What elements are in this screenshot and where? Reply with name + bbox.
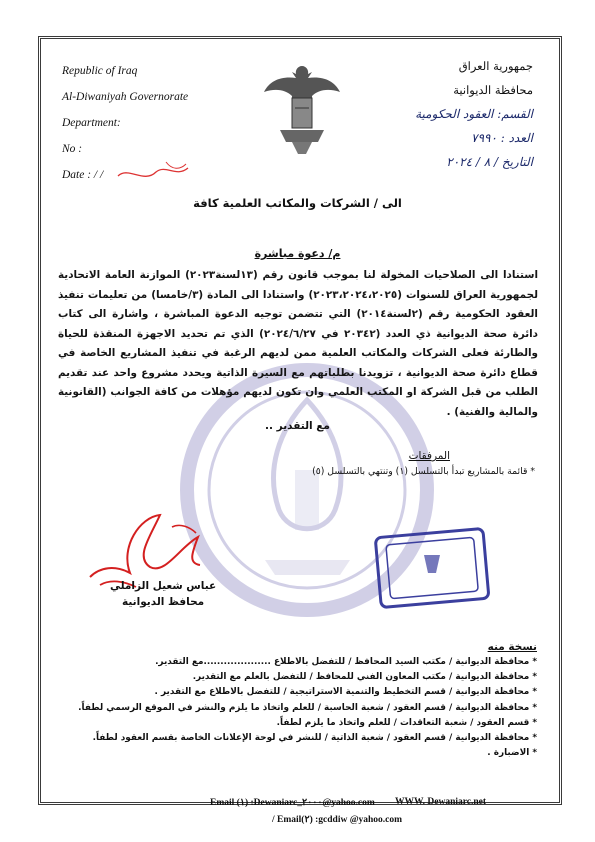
copy-item: * قسم العقود / شعبة التعاقدات / للعلم واتخاذ ما يلزم لطفاً. — [276, 717, 537, 728]
header-right-governorate: محافظة الديوانية — [453, 83, 533, 97]
header-right-department: القسم: العقود الحكومية — [415, 107, 533, 121]
attachments-title: المرفقات — [408, 450, 450, 462]
header-left-governorate: Al-Diwaniyah Governorate — [62, 91, 189, 103]
header-right-date: التاريخ / ٨ / ٢٠٢٤ — [446, 155, 533, 169]
red-stamp-mark — [114, 158, 192, 186]
footer-email-2[interactable]: / Email(٢) :gcddiw @yahoo.com — [272, 815, 403, 825]
footer-website[interactable]: WWW. Dewaniarc.net — [395, 797, 487, 807]
copy-item: * محافظة الديوانية / مكتب السيد المحافظ / للتفضل بالاطلاع ....................مع التقدير. — [155, 657, 537, 667]
footer-email-1[interactable]: Email (١) :Dewaniarc_٢٠٠٠@yahoo.com — [210, 798, 375, 808]
copy-item: * محافظة الديوانية / قسم العقود / شعبة الحاسبة / للعلم واتخاذ ما يلزم والنشر في الموقع الرسمي لطفاً. — [78, 702, 537, 713]
header-right-number: العدد : ٧٩٩٠ — [471, 131, 533, 145]
signer-name: عباس شعيل الزاملي — [110, 580, 217, 592]
copies-list — [70, 655, 537, 761]
header-left-number: No : — [62, 143, 83, 155]
copy-item: * الاضبارة . — [487, 748, 537, 759]
copy-item: * محافظة الديوانية / مكتب المعاون الفني للمحافظ / للتفضل بالعلم مع التقدير. — [192, 672, 537, 683]
header-left-country: Republic of Iraq — [62, 65, 138, 77]
addressee: الى / الشركات والمكاتب العلمية كافة — [193, 196, 402, 210]
header-left-department: Department: — [62, 117, 121, 129]
header-left-date: Date : / / — [62, 169, 104, 181]
copies-title: نسخة منه — [487, 641, 537, 653]
header-right-country: جمهورية العراق — [458, 59, 533, 73]
signer-block — [110, 578, 216, 610]
official-seal — [372, 525, 492, 610]
attachment-item: * قائمة بالمشاريع تبدأ بالتسلسل (١) وتنتهي بالتسلسل (٥) — [312, 466, 535, 477]
header-right — [415, 54, 533, 174]
copy-item: * محافظة الديوانية / قسم التخطيط والتنمية الاستراتيجية / للتفضل بالاطلاع مع التقدير . — [154, 687, 537, 698]
closing-regards: مع التقدير .. — [265, 420, 330, 432]
iraq-eagle-emblem — [262, 58, 342, 158]
letter-body: استنادا الى الصلاحيات المخولة لنا بموجب قانون رقم (١٣لسنة٢٠٢٣) الموازنة العامة الاتحادية لجمهورية العراق للسنوات (٢٠٢٣،٢٠٢٤،٢٠٢٥) واستنادا الى المادة (٣/خامسا) من تعليمات تنفيذ العقود الحكومية رقم (٢لسنة٢٠١٤) التي تتضمن توجيه الدعوة المباشرة ، واشارة الى كتاب دائرة صحة الديوانية ذي العدد (٢٠٣٤٢ في ٢٠٢٤/٦/٢٧) الذي تم تحديد الاجهزة المنقذة للحياة والطارئة فعلى الشركات والمكاتب العلمية ممن لديهم الرغبة في تنفيذ المشاريع الخاصة في قطاع دائرة صحة الديوانية ، تزويدنا بطلباتهم مع السيرة الذاتية ويحدد مشروع واحد عند تقديم الطلب من قبل الشركة او المكتب العلمي وان تكون لديهم مؤهلات من كافة الجوانب (القانونية والمالية والفنية) . — [58, 269, 539, 418]
subject: م/ دعوة مباشرة — [254, 247, 341, 260]
signer-title: محافظ الديوانية — [122, 596, 205, 608]
copy-item: * محافظة الديوانية / قسم العقود / شعبة الذاتية / للنشر في لوحة الإعلانات الخاصة بقسم العقود لطفاً. — [92, 733, 537, 744]
